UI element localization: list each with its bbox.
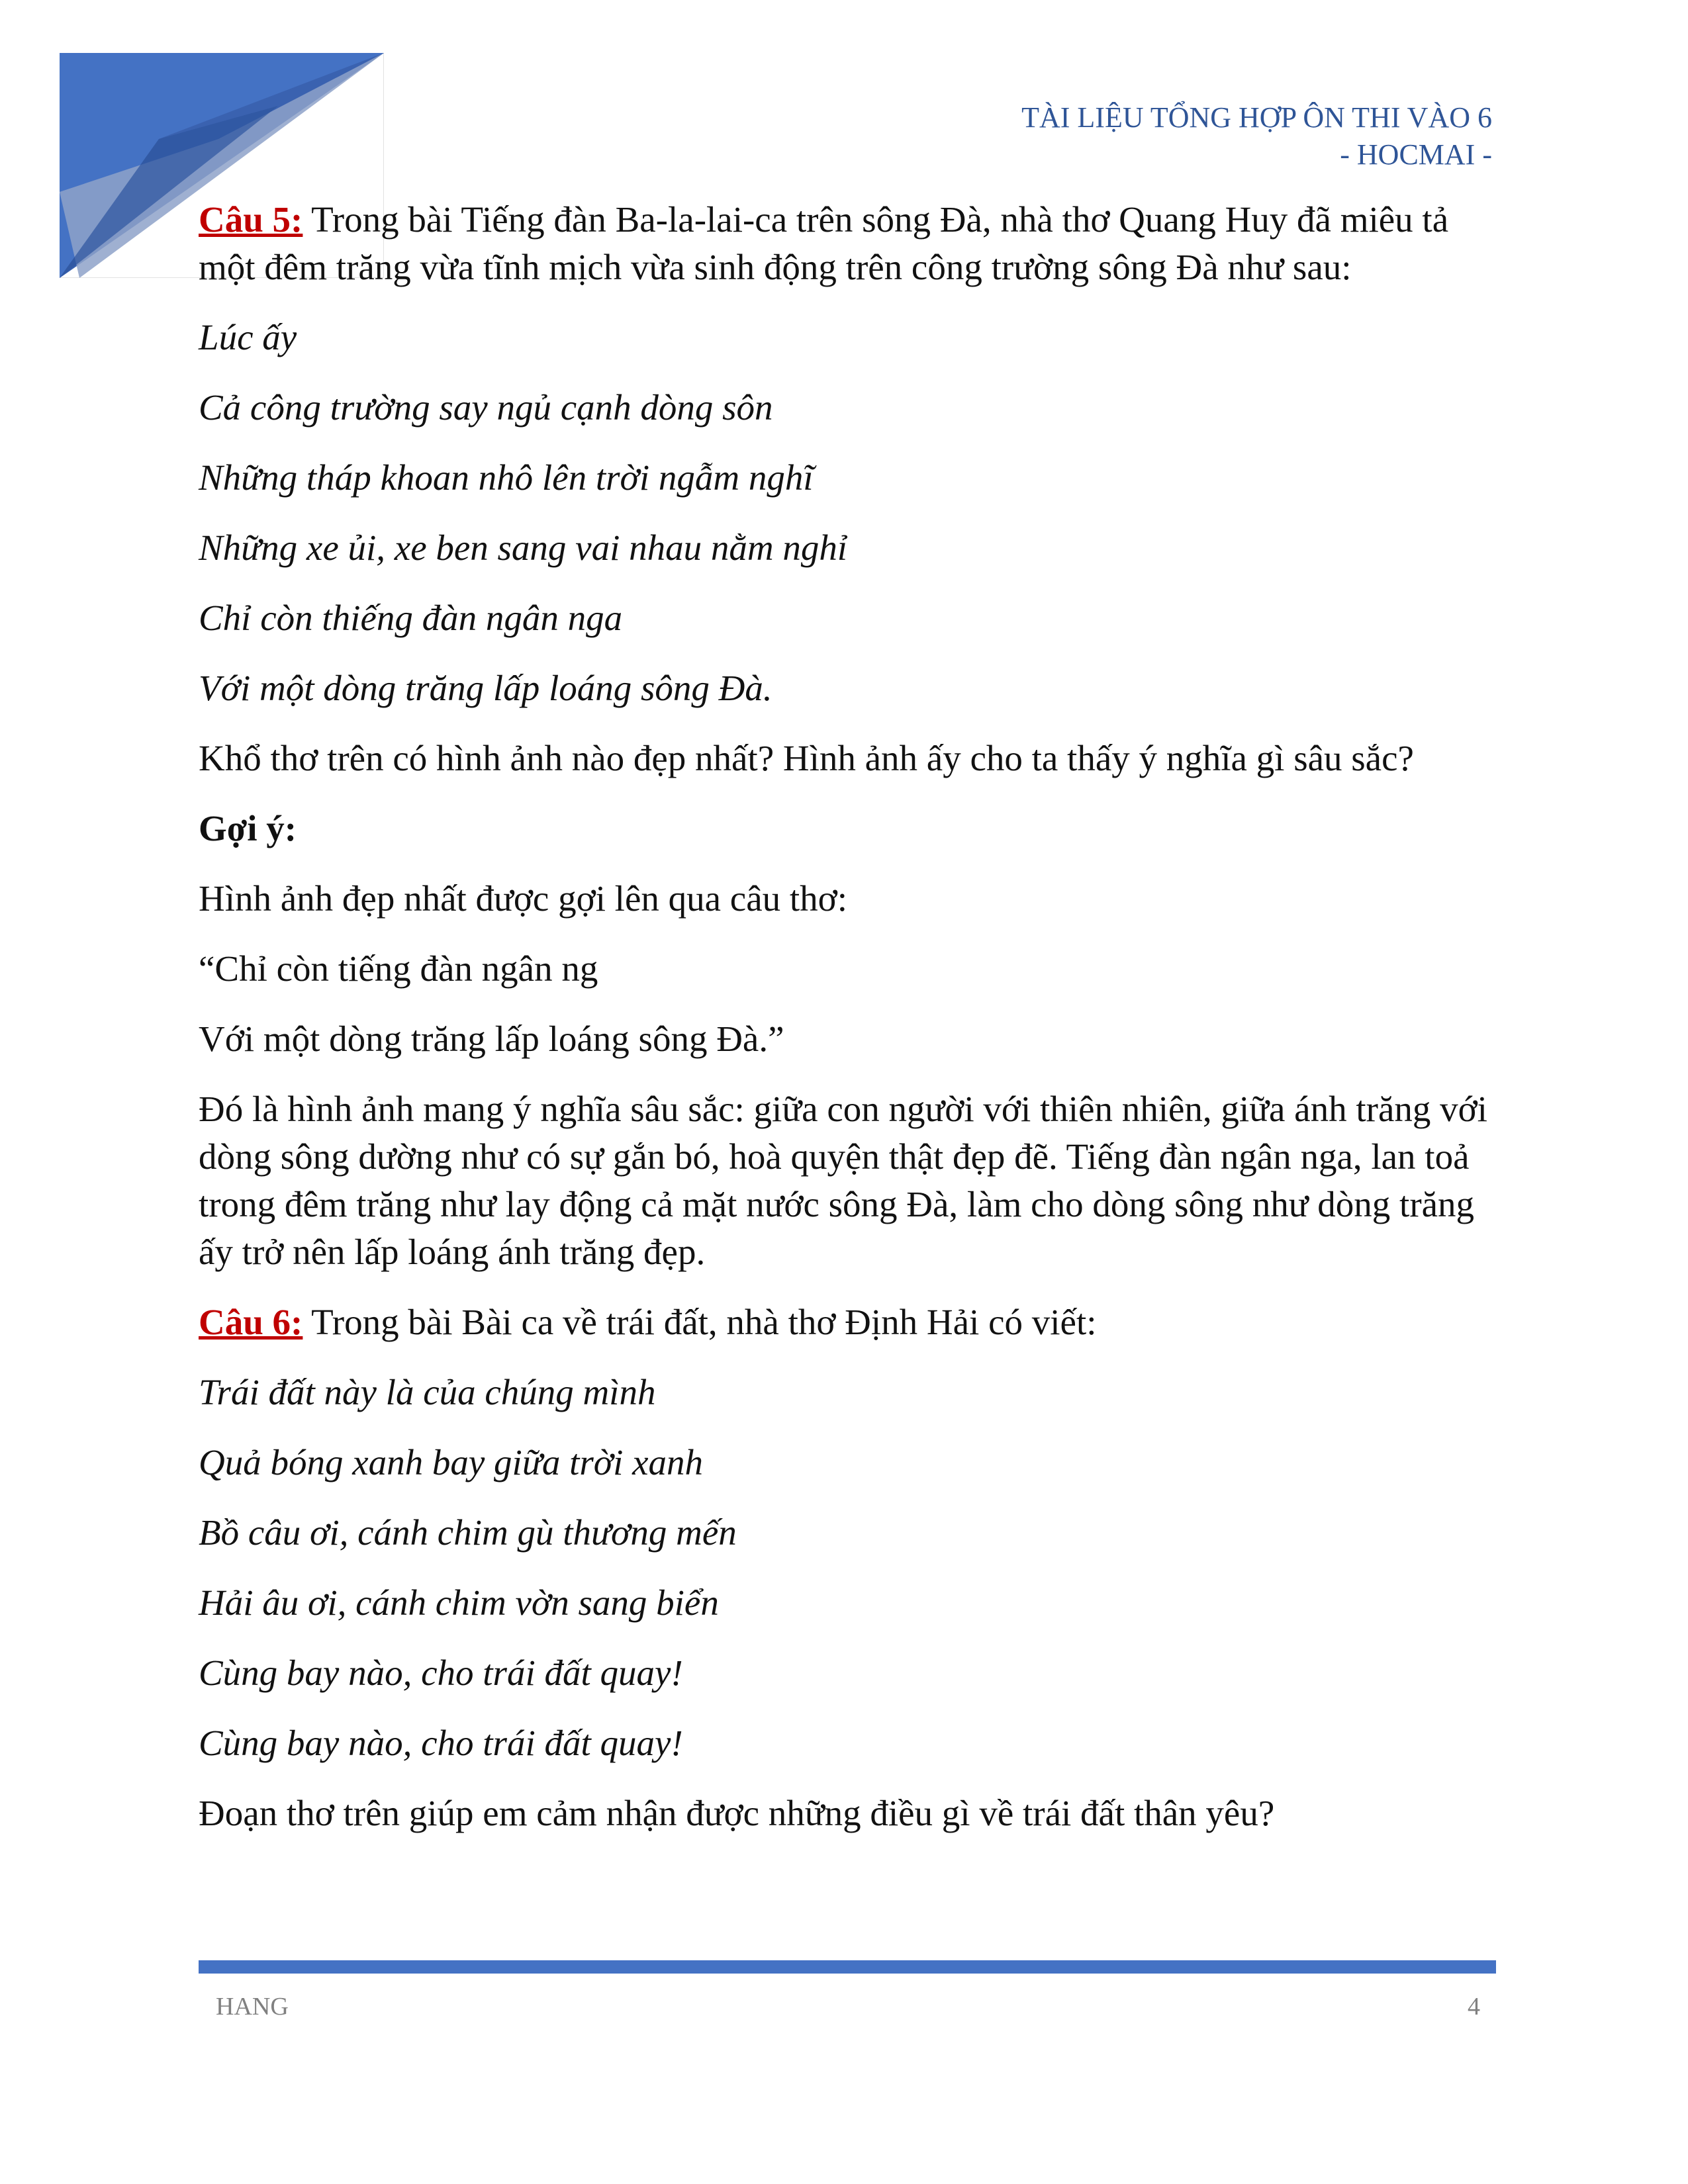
header-title: TÀI LIỆU TỔNG HỢP ÔN THI VÀO 6 bbox=[1021, 101, 1492, 134]
poem-line: Hải âu ơi, cánh chim vờn sang biển bbox=[199, 1582, 719, 1623]
header-subtitle: - HOCMAI - bbox=[1340, 138, 1492, 171]
poem-line: Những xe ủi, xe ben sang vai nhau nằm nghỉ bbox=[199, 527, 848, 568]
poem-line: Cùng bay nào, cho trái đất quay! bbox=[199, 1723, 683, 1763]
document-body bbox=[199, 196, 1496, 1860]
poem-line: Lúc ấy bbox=[199, 317, 297, 357]
question-6 bbox=[199, 1298, 1496, 1346]
poem-line: Bồ câu ơi, cánh chim gù thương mến bbox=[199, 1512, 737, 1553]
poem-line: Quả bóng xanh bay giữa trời xanh bbox=[199, 1442, 704, 1482]
question-5-text: Trong bài Tiếng đàn Ba-la-lai-ca trên sông Đà, nhà thơ Quang Huy đã miêu tả một đêm trăng vừa tĩnh mịch vừa sinh động trên công trường sông Đà như sau: bbox=[199, 199, 1449, 287]
poem-line: Cùng bay nào, cho trái đất quay! bbox=[199, 1653, 683, 1693]
poem-line: Trái đất này là của chúng mình bbox=[199, 1372, 656, 1412]
footer-label: HANG bbox=[216, 1993, 289, 2021]
quote-line: Với một dòng trăng lấp loáng sông Đà.” bbox=[199, 1019, 784, 1059]
quote-line: “Chỉ còn tiếng đàn ngân ng bbox=[199, 948, 598, 989]
question-5 bbox=[199, 196, 1496, 291]
hint-heading: Gợi ý: bbox=[199, 808, 297, 848]
footer-divider bbox=[199, 1960, 1496, 1974]
hint-intro: Hình ảnh đẹp nhất được gợi lên qua câu thơ: bbox=[199, 878, 848, 919]
hint-explanation: Đó là hình ảnh mang ý nghĩa sâu sắc: giữa con người với thiên nhiên, giữa ánh trăng với dòng sông dường như có sự gắn bó, hoà quyện thật đẹp đẽ. Tiếng đàn ngân nga, lan toả trong đêm trăng như lay động cả mặt nước sông Đà, làm cho dòng sông như dòng trăng ấy trở nên lấp loáng ánh trăng đẹp. bbox=[199, 1089, 1487, 1272]
poem-line: Cả công trường say ngủ cạnh dòng sôn bbox=[199, 387, 773, 428]
question-5-label: Câu 5: bbox=[199, 199, 303, 240]
document-header bbox=[1021, 99, 1492, 173]
poem-line: Chỉ còn thiếng đàn ngân nga bbox=[199, 598, 623, 638]
question-6-text: Trong bài Bài ca về trái đất, nhà thơ Định Hải có viết: bbox=[311, 1302, 1097, 1342]
poem-line: Với một dòng trăng lấp loáng sông Đà. bbox=[199, 668, 773, 708]
page-number: 4 bbox=[1468, 1993, 1480, 2021]
poem-line: Những tháp khoan nhô lên trời ngẫm nghĩ bbox=[199, 457, 814, 498]
question-5-prompt: Khổ thơ trên có hình ảnh nào đẹp nhất? Hình ảnh ấy cho ta thấy ý nghĩa gì sâu sắc? bbox=[199, 738, 1414, 778]
question-6-label: Câu 6: bbox=[199, 1302, 303, 1342]
question-6-prompt: Đoạn thơ trên giúp em cảm nhận được những điều gì về trái đất thân yêu? bbox=[199, 1793, 1275, 1833]
